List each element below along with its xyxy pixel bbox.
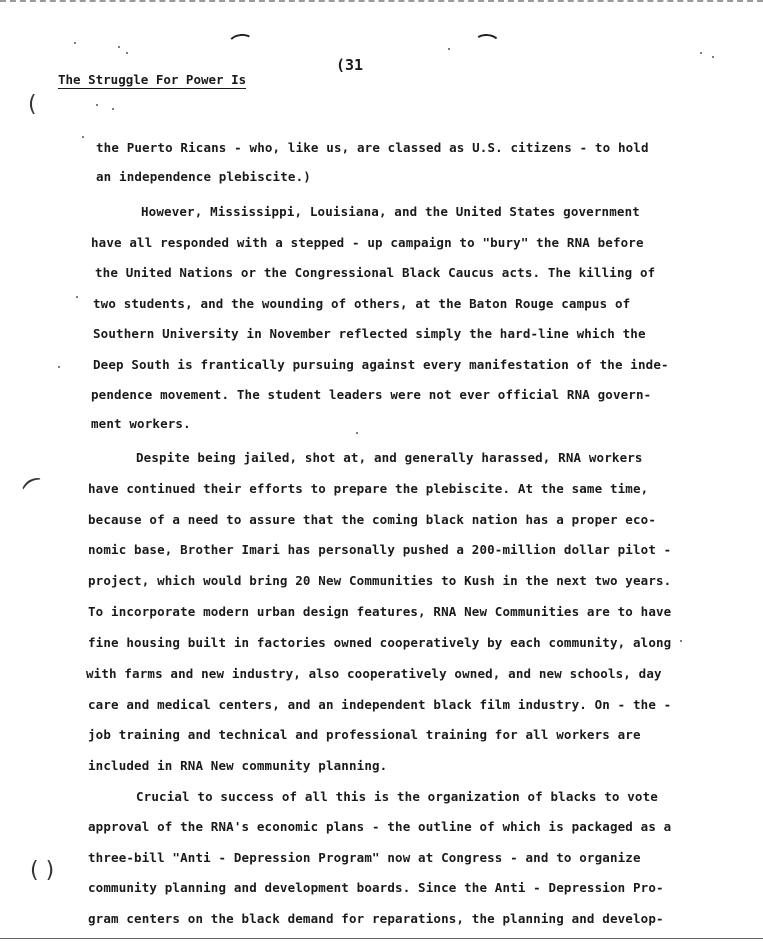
text-line: project, which would bring 20 New Communities to Kush in the next two years. (88, 573, 672, 588)
text-line: ment workers. (91, 416, 191, 431)
scan-speck (126, 52, 128, 54)
scan-mark-arc (473, 33, 500, 53)
scan-speck (356, 432, 358, 434)
scan-mark-arc (227, 32, 255, 53)
scan-top-border (0, 0, 763, 2)
scan-speck (74, 42, 76, 44)
text-line: with farms and new industry, also cooperatively owned, and new schools, day (86, 666, 662, 681)
scan-mark-bracket: ( (28, 92, 37, 117)
text-line: three-bill "Anti - Depression Program" now at Congress - and to organize (88, 850, 641, 865)
scan-mark-bracket: ( ) (30, 858, 55, 883)
text-line: gram centers on the black demand for reparations, the planning and develop- (88, 911, 664, 926)
text-line: Southern University in November reflected simply the hard-line which the (93, 326, 646, 341)
scan-mark-bracket: ( (17, 472, 44, 493)
text-line: approval of the RNA's economic plans - the outline of which is packaged as a (88, 819, 672, 834)
scan-speck (58, 366, 60, 368)
text-line: pendence movement. The student leaders were not ever official RNA govern- (91, 387, 652, 402)
scan-speck (82, 136, 84, 138)
text-line: nomic base, Brother Imari has personally pushed a 200-million dollar pilot - (88, 542, 672, 557)
text-line: have continued their efforts to prepare the plebiscite. At the same time, (88, 481, 649, 496)
text-line: included in RNA New community planning. (88, 758, 388, 773)
scan-speck (118, 46, 120, 48)
text-line: community planning and development boards. Since the Anti - Depression Pro- (88, 880, 664, 895)
text-line: two students, and the wounding of others, at the Baton Rouge campus of (93, 296, 631, 311)
text-line: Crucial to success of all this is the organization of blacks to vote (136, 789, 658, 804)
text-line: have all responded with a stepped - up campaign to "bury" the RNA before (91, 235, 644, 250)
running-header: The Struggle For Power Is (58, 72, 247, 87)
scan-speck (712, 56, 714, 58)
text-line: To incorporate modern urban design features, RNA New Communities are to have (88, 604, 672, 619)
text-line: because of a need to assure that the coming black nation has a proper eco- (88, 512, 656, 527)
scan-speck (700, 52, 702, 54)
text-line: Deep South is frantically pursuing against every manifestation of the inde- (93, 357, 669, 372)
scan-speck (448, 48, 450, 50)
text-line: the Puerto Ricans - who, like us, are classed as U.S. citizens - to hold (96, 140, 649, 155)
text-line: care and medical centers, and an independent black film industry. On - the - (88, 697, 672, 712)
scan-speck (76, 296, 78, 298)
text-line: job training and technical and professional training for all workers are (88, 727, 641, 742)
scan-speck (680, 640, 682, 642)
page-number: (31 (336, 56, 364, 74)
text-line: Despite being jailed, shot at, and generally harassed, RNA workers (136, 450, 643, 465)
scan-speck (112, 108, 114, 110)
text-line: the United Nations or the Congressional Black Caucus acts. The killing of (95, 265, 656, 280)
text-line: However, Mississippi, Louisiana, and the United States government (141, 204, 640, 219)
scan-bottom-rule (0, 938, 763, 939)
text-line: fine housing built in factories owned cooperatively by each community, along (88, 635, 672, 650)
text-line: an independence plebiscite.) (96, 169, 311, 184)
scan-speck (96, 104, 98, 106)
